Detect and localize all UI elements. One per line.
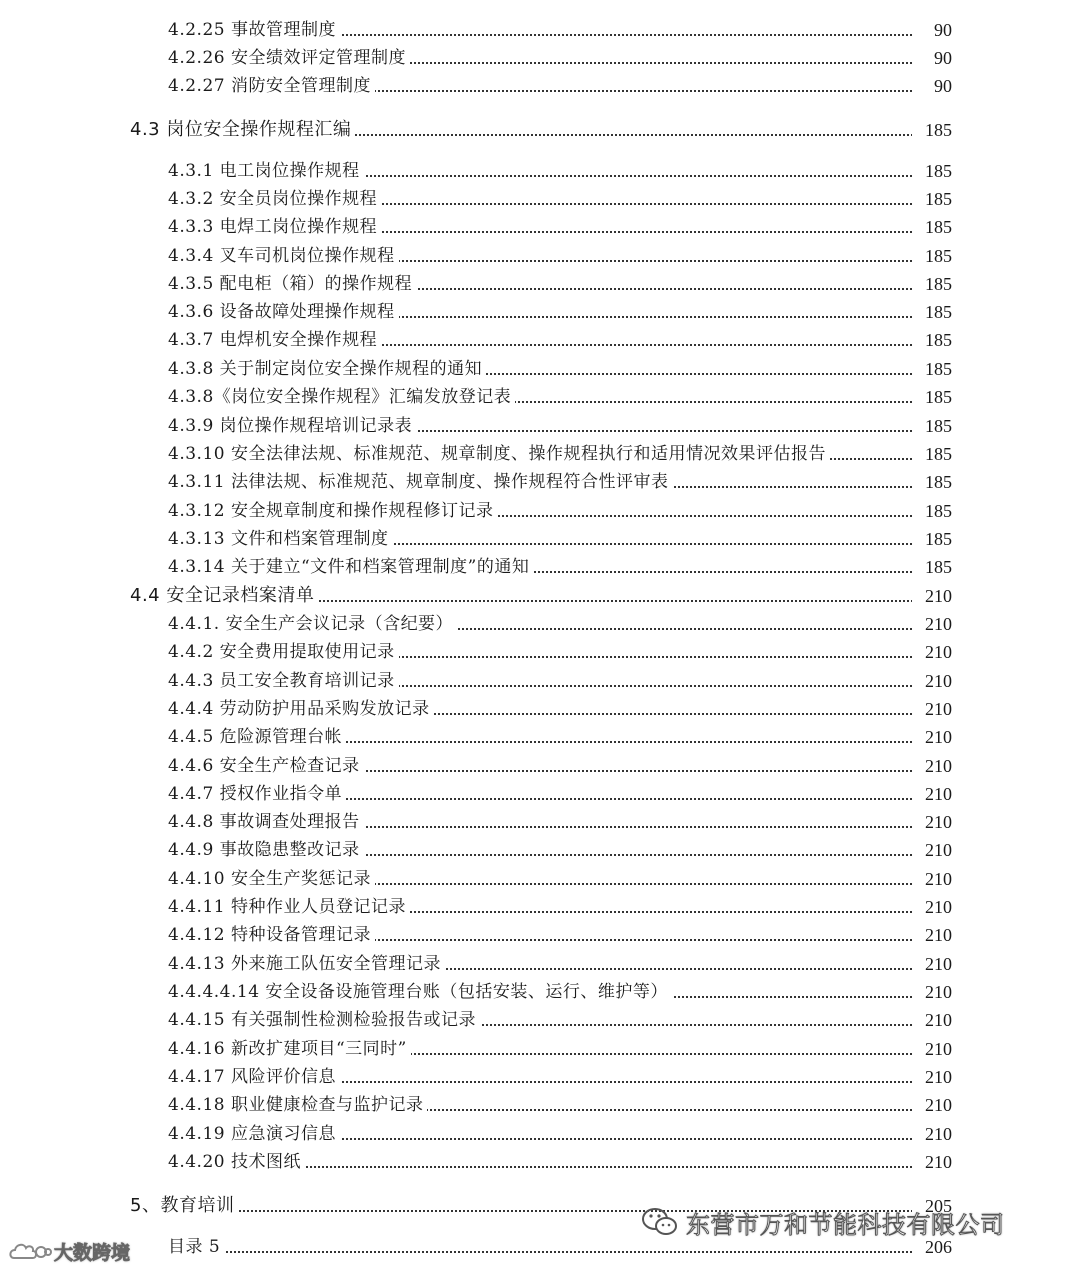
- toc-page-number: 210: [912, 1007, 952, 1033]
- toc-entry-title: 4.4.15 有关强制性检测检验报告或记录: [168, 1007, 480, 1033]
- toc-entry: [0, 781, 1080, 807]
- toc-entry-title: 4.3.12 安全规章制度和操作规程修订记录: [168, 498, 497, 524]
- toc-entry: [0, 1064, 1080, 1090]
- toc-page-number: 185: [912, 117, 952, 143]
- toc-entry: [0, 724, 1080, 750]
- toc-page-number: 185: [912, 299, 952, 325]
- toc-entry-title: 4.3.5 配电柜（箱）的操作规程: [168, 271, 416, 297]
- toc-entry: [0, 186, 1080, 212]
- toc-page-number: 210: [912, 866, 952, 892]
- toc-entry: [0, 1121, 1080, 1147]
- toc-page-number: 90: [912, 73, 952, 99]
- toc-entry: [0, 1036, 1080, 1062]
- toc-entry-title: 4.4.12 特种设备管理记录: [168, 922, 375, 948]
- toc-entry-title: 4.4.1. 安全生产会议记录（含纪要）: [168, 611, 457, 637]
- toc-page-number: 205: [912, 1193, 952, 1219]
- toc-entry-title: 4.4.11 特种作业人员登记记录: [168, 894, 410, 920]
- toc-page-number: 210: [912, 583, 952, 609]
- company-watermark-text: 东营市万和节能科技有限公司: [686, 1210, 1005, 1239]
- toc-entry-title: 4.3.8《岗位安全操作规程》汇编发放登记表: [168, 384, 515, 410]
- toc-entry-title: 4.3.1 电工岗位操作规程: [168, 158, 364, 184]
- toc-page-number: 210: [912, 1092, 952, 1118]
- toc-page-number: 210: [912, 809, 952, 835]
- toc-entry: [0, 243, 1080, 269]
- toc-entry-title: 4.3.3 电焊工岗位操作规程: [168, 214, 381, 240]
- toc-page-number: 210: [912, 696, 952, 722]
- toc-entry-title: 4.4.3 员工安全教育培训记录: [168, 668, 399, 694]
- toc-page-number: 210: [912, 837, 952, 863]
- toc-entry: [0, 384, 1080, 410]
- toc-entry: [0, 469, 1080, 495]
- toc-page-number: 210: [912, 1036, 952, 1062]
- toc-page-number: 90: [912, 17, 952, 43]
- toc-entry-title: 4.2.25 事故管理制度: [168, 17, 340, 43]
- company-watermark: [640, 1205, 1005, 1239]
- site-watermark: [8, 1236, 130, 1266]
- toc-entry: [0, 45, 1080, 71]
- toc-entry: [0, 696, 1080, 722]
- toc-entry: [0, 271, 1080, 297]
- toc-entry: [0, 356, 1080, 382]
- toc-entry-title: 4.4.10 安全生产奖惩记录: [168, 866, 375, 892]
- toc-entry-title: 4.3.10 安全法律法规、标准规范、规章制度、操作规程执行和适用情况效果评估报告: [168, 441, 830, 467]
- toc-page-number: 210: [912, 753, 952, 779]
- toc-entry: [0, 1149, 1080, 1175]
- toc-page-number: 210: [912, 611, 952, 637]
- toc-page-number: 185: [912, 469, 952, 495]
- toc-entry-title: 4.4.18 职业健康检查与监护记录: [168, 1092, 427, 1118]
- toc-entry-title: 4.2.26 安全绩效评定管理制度: [168, 45, 410, 71]
- toc-page-number: 210: [912, 639, 952, 665]
- toc-entry-title: 4.4.20 技术图纸: [168, 1149, 305, 1175]
- toc-page-number: 185: [912, 526, 952, 552]
- toc-page-number: 185: [912, 271, 952, 297]
- toc-entry: [0, 979, 1080, 1005]
- toc-page-number: 210: [912, 951, 952, 977]
- toc-entry-title: 4.2.27 消防安全管理制度: [168, 73, 375, 99]
- toc-page-number: 185: [912, 243, 952, 269]
- wechat-icon: [640, 1205, 680, 1239]
- toc-entry-title: 目录 5: [168, 1234, 224, 1260]
- toc-entry-title: 4.3.7 电焊机安全操作规程: [168, 327, 381, 353]
- toc-entry-title: 4.4.4.4.14 安全设备设施管理台账（包括安装、运行、维护等）: [168, 979, 672, 1005]
- toc-entry-title: 4.4.9 事故隐患整改记录: [168, 837, 364, 863]
- toc-entry: [0, 894, 1080, 920]
- toc-entry: [0, 866, 1080, 892]
- toc-entry-title: 4.4.7 授权作业指令单: [168, 781, 346, 807]
- site-watermark-text: 大数跨境: [54, 1241, 131, 1264]
- toc-entry-title: 4.4.2 安全费用提取使用记录: [168, 639, 399, 665]
- toc-page-number: 185: [912, 413, 952, 439]
- toc-entry-title: 4.3.2 安全员岗位操作规程: [168, 186, 381, 212]
- cloud-logo-icon: [8, 1238, 52, 1264]
- toc-entry: [0, 753, 1080, 779]
- toc-entry: [0, 498, 1080, 524]
- toc-entry-title: 4.3.6 设备故障处理操作规程: [168, 299, 399, 325]
- toc-entry: [0, 158, 1080, 184]
- toc-entry: [0, 73, 1080, 99]
- toc-page-number: 185: [912, 441, 952, 467]
- toc-entry: [0, 837, 1080, 863]
- toc-page-number: 210: [912, 979, 952, 1005]
- toc-page-number: 185: [912, 554, 952, 580]
- toc-entry-title: 4.3.13 文件和档案管理制度: [168, 526, 392, 552]
- toc-page-number: 210: [912, 1149, 952, 1175]
- toc-page-number: 185: [912, 214, 952, 240]
- toc-section-heading: [0, 117, 1080, 143]
- toc-entry: [0, 17, 1080, 43]
- toc-entry: [0, 526, 1080, 552]
- toc-page-number: 185: [912, 356, 952, 382]
- toc-entry: [0, 922, 1080, 948]
- toc-entry-title: 4.3.4 叉车司机岗位操作规程: [168, 243, 399, 269]
- toc-entry-title: 4.4 安全记录档案清单: [130, 583, 318, 609]
- dot-leader: [178, 1251, 948, 1253]
- toc-page-number: 185: [912, 384, 952, 410]
- toc-entry-title: 4.3.9 岗位操作规程培训记录表: [168, 413, 416, 439]
- toc-entry-title: 4.3.8 关于制定岗位安全操作规程的通知: [168, 356, 486, 382]
- toc-entry-title: 4.4.8 事故调查处理报告: [168, 809, 364, 835]
- toc-entry-title: 4.4.19 应急演习信息: [168, 1121, 340, 1147]
- toc-entry-title: 5、教育培训: [130, 1193, 238, 1219]
- toc-page-number: 185: [912, 186, 952, 212]
- toc-page-number: 210: [912, 1121, 952, 1147]
- toc-page-number: 90: [912, 45, 952, 71]
- toc-page-number: 185: [912, 327, 952, 353]
- toc-entry: [0, 327, 1080, 353]
- toc-entry: [0, 214, 1080, 240]
- toc-entry-title: 4.4.4 劳动防护用品采购发放记录: [168, 696, 434, 722]
- toc-entry: [0, 611, 1080, 637]
- toc-page-number: 210: [912, 724, 952, 750]
- toc-entry-title: 4.3.14 关于建立“文件和档案管理制度”的通知: [168, 554, 533, 580]
- toc-page-number: 210: [912, 894, 952, 920]
- toc-page-number: 210: [912, 1064, 952, 1090]
- toc-page-number: 210: [912, 668, 952, 694]
- toc-entry-title: 4.4.17 风险评价信息: [168, 1064, 340, 1090]
- toc-entry: [0, 809, 1080, 835]
- toc-entry-title: 4.3 岗位安全操作规程汇编: [130, 117, 355, 143]
- toc-entry-title: 4.4.16 新改扩建项目“三同时”: [168, 1036, 411, 1062]
- toc-page-number: 210: [912, 781, 952, 807]
- toc-entry: [0, 951, 1080, 977]
- toc-entry-title: 4.4.13 外来施工队伍安全管理记录: [168, 951, 445, 977]
- toc-entry: [0, 639, 1080, 665]
- toc-entry: [0, 413, 1080, 439]
- toc-page-number: 210: [912, 922, 952, 948]
- toc-entry-title: 4.4.5 危险源管理台帐: [168, 724, 346, 750]
- toc-page-number: 185: [912, 158, 952, 184]
- toc-entry: [0, 1007, 1080, 1033]
- toc-entry-title: 4.3.11 法律法规、标准规范、规章制度、操作规程符合性评审表: [168, 469, 672, 495]
- toc-entry: [0, 1092, 1080, 1118]
- toc-entry: [0, 299, 1080, 325]
- toc-section-heading: [0, 583, 1080, 609]
- toc-page-number: 206: [912, 1234, 952, 1260]
- toc-entry-title: 4.4.6 安全生产检查记录: [168, 753, 364, 779]
- toc-entry: [0, 668, 1080, 694]
- toc-entry: [0, 554, 1080, 580]
- toc-entry: [0, 441, 1080, 467]
- toc-page-number: 185: [912, 498, 952, 524]
